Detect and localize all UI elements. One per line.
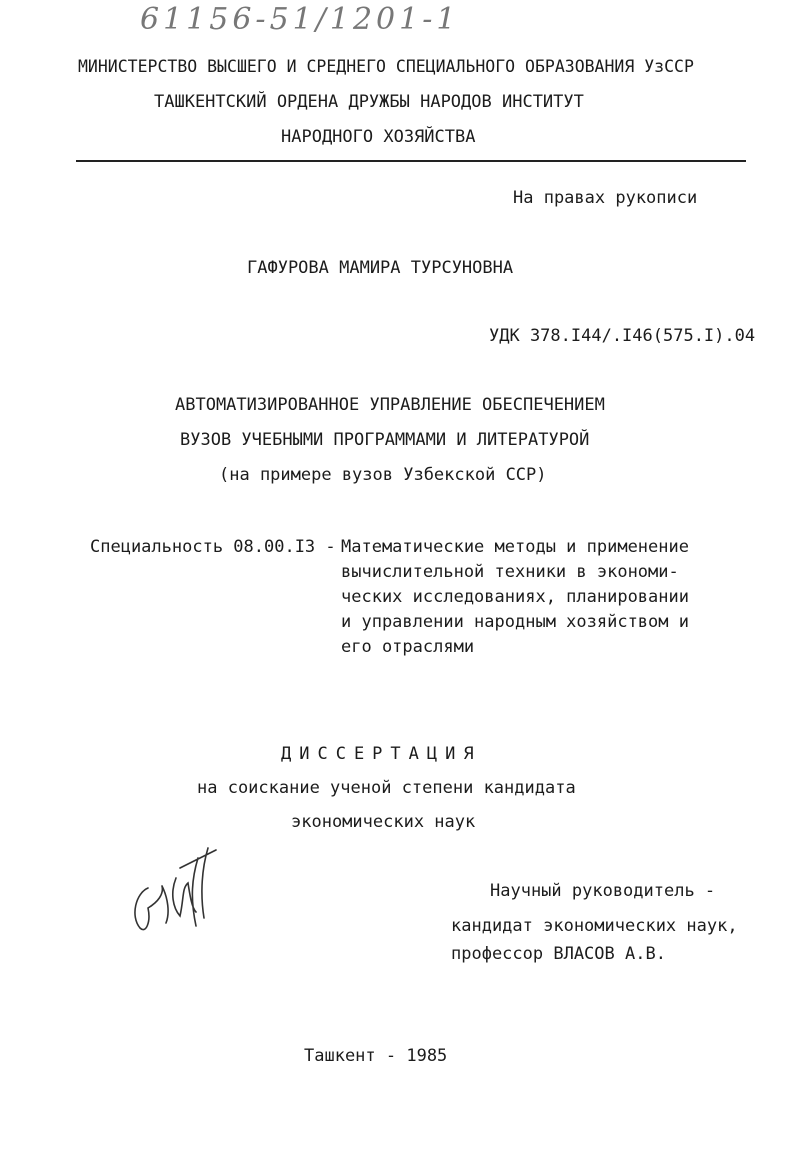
specialty-line-1: Математические методы и применение bbox=[341, 537, 689, 557]
dissertation-heading: ДИССЕРТАЦИЯ bbox=[281, 744, 482, 764]
title-line-3: (на примере вузов Узбекской ССР) bbox=[219, 465, 547, 485]
supervisor-line-1: Научный руководитель - bbox=[490, 881, 716, 901]
header-divider bbox=[76, 160, 746, 162]
author-name: ГАФУРОВА МАМИРА ТУРСУНОВНА bbox=[247, 258, 514, 278]
supervisor-line-3: профессор ВЛАСОВ А.В. bbox=[451, 944, 666, 964]
specialty-line-4: и управлении народным хозяйством и bbox=[341, 612, 689, 632]
title-line-1: АВТОМАТИЗИРОВАННОЕ УПРАВЛЕНИЕ ОБЕСПЕЧЕНИЕМ bbox=[175, 395, 605, 415]
institute-line-1: ТАШКЕНТСКИЙ ОРДЕНА ДРУЖБЫ НАРОДОВ ИНСТИТУТ bbox=[154, 92, 584, 112]
specialty-line-5: его отраслями bbox=[341, 637, 475, 657]
degree-line-1: на соискание ученой степени кандидата bbox=[197, 778, 576, 798]
supervisor-line-2: кандидат экономических наук, bbox=[451, 916, 738, 936]
specialty-line-3: ческих исследованиях, планировании bbox=[341, 587, 689, 607]
specialty-label: Специальность 08.00.I3 - bbox=[90, 537, 336, 557]
place-year: Ташкент - 1985 bbox=[304, 1046, 448, 1066]
title-line-2: ВУЗОВ УЧЕБНЫМИ ПРОГРАММАМИ И ЛИТЕРАТУРОЙ bbox=[180, 430, 590, 450]
degree-line-2: экономических наук bbox=[291, 812, 476, 832]
specialty-line-2: вычислительной техники в экономи- bbox=[341, 562, 679, 582]
institute-line-2: НАРОДНОГО ХОЗЯЙСТВА bbox=[281, 127, 476, 147]
signature-image bbox=[118, 838, 228, 938]
archive-mark: 61156-51/1201-1 bbox=[140, 2, 460, 37]
udc-code: УДК 378.I44/.I46(575.I).04 bbox=[489, 326, 756, 346]
rights-note: На правах рукописи bbox=[513, 188, 698, 208]
ministry-line: МИНИСТЕРСТВО ВЫСШЕГО И СРЕДНЕГО СПЕЦИАЛЬНОГО ОБРАЗОВАНИЯ УзССР bbox=[78, 57, 694, 76]
